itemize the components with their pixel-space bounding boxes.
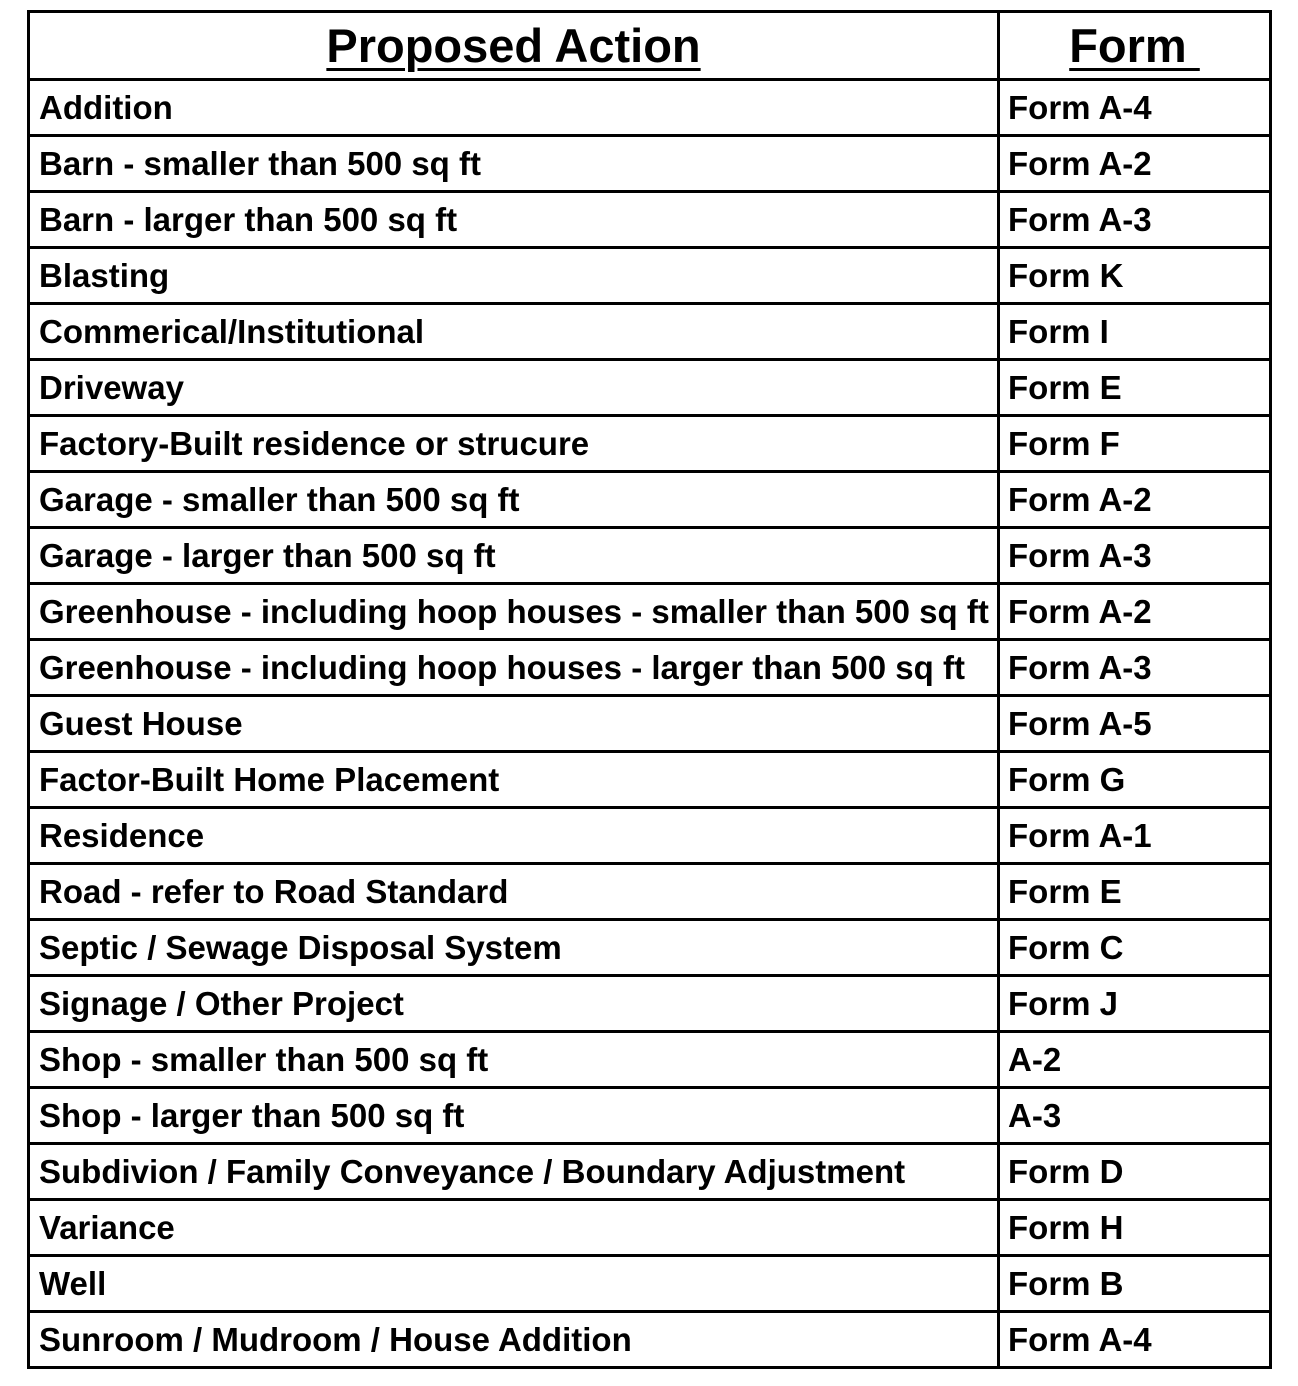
form-cell: Form I <box>999 304 1271 360</box>
table-row <box>29 416 1271 472</box>
proposed-action-cell: Greenhouse - including hoop houses - smaller than 500 sq ft <box>29 584 999 640</box>
form-cell: Form A-4 <box>999 80 1271 136</box>
proposed-action-cell: Shop - smaller than 500 sq ft <box>29 1032 999 1088</box>
form-cell: Form A-2 <box>999 136 1271 192</box>
form-cell: Form E <box>999 864 1271 920</box>
table-row <box>29 360 1271 416</box>
table-row <box>29 1144 1271 1200</box>
form-cell: Form J <box>999 976 1271 1032</box>
table-row <box>29 640 1271 696</box>
proposed-action-cell: Road - refer to Road Standard <box>29 864 999 920</box>
form-cell: Form A-4 <box>999 1312 1271 1368</box>
table-row <box>29 528 1271 584</box>
proposed-action-cell: Subdivion / Family Conveyance / Boundary Adjustment <box>29 1144 999 1200</box>
proposed-action-cell: Factor-Built Home Placement <box>29 752 999 808</box>
proposed-action-cell: Sunroom / Mudroom / House Addition <box>29 1312 999 1368</box>
form-cell: Form A-2 <box>999 584 1271 640</box>
form-cell: Form H <box>999 1200 1271 1256</box>
proposed-action-cell: Commerical/Institutional <box>29 304 999 360</box>
table-row <box>29 752 1271 808</box>
header-proposed-action <box>29 12 999 80</box>
proposed-action-cell: Garage - larger than 500 sq ft <box>29 528 999 584</box>
proposed-action-cell: Signage / Other Project <box>29 976 999 1032</box>
table-body <box>29 80 1271 1368</box>
proposed-action-cell: Variance <box>29 1200 999 1256</box>
form-cell: Form A-3 <box>999 192 1271 248</box>
proposed-action-cell: Garage - smaller than 500 sq ft <box>29 472 999 528</box>
header-form <box>999 12 1271 80</box>
form-cell: Form A-3 <box>999 640 1271 696</box>
form-cell: Form K <box>999 248 1271 304</box>
form-cell: Form A-1 <box>999 808 1271 864</box>
form-cell: A-3 <box>999 1088 1271 1144</box>
table-row <box>29 472 1271 528</box>
form-cell: Form E <box>999 360 1271 416</box>
form-cell: Form B <box>999 1256 1271 1312</box>
header-proposed-action-label: Proposed Action <box>326 19 701 72</box>
table-row <box>29 304 1271 360</box>
proposed-action-cell: Well <box>29 1256 999 1312</box>
table-row <box>29 192 1271 248</box>
proposed-action-cell: Factory-Built residence or strucure <box>29 416 999 472</box>
table-row <box>29 1032 1271 1088</box>
proposed-action-cell: Barn - larger than 500 sq ft <box>29 192 999 248</box>
table-row <box>29 808 1271 864</box>
table-row <box>29 696 1271 752</box>
form-cell: Form A-5 <box>999 696 1271 752</box>
proposed-action-cell: Guest House <box>29 696 999 752</box>
proposed-action-cell: Greenhouse - including hoop houses - larger than 500 sq ft <box>29 640 999 696</box>
form-cell: Form A-3 <box>999 528 1271 584</box>
table-row <box>29 248 1271 304</box>
form-cell: Form F <box>999 416 1271 472</box>
table-row <box>29 1088 1271 1144</box>
form-cell: Form D <box>999 1144 1271 1200</box>
form-cell: Form A-2 <box>999 472 1271 528</box>
table-row <box>29 920 1271 976</box>
table-header-row <box>29 12 1271 80</box>
proposed-action-cell: Blasting <box>29 248 999 304</box>
table-row <box>29 864 1271 920</box>
proposed-action-cell: Barn - smaller than 500 sq ft <box>29 136 999 192</box>
form-cell: A-2 <box>999 1032 1271 1088</box>
form-cell: Form C <box>999 920 1271 976</box>
proposed-action-cell: Addition <box>29 80 999 136</box>
table-row <box>29 1200 1271 1256</box>
header-form-label: Form <box>1069 19 1200 72</box>
proposed-action-form-table <box>27 10 1272 1369</box>
table-row <box>29 136 1271 192</box>
proposed-action-cell: Shop - larger than 500 sq ft <box>29 1088 999 1144</box>
form-cell: Form G <box>999 752 1271 808</box>
table-row <box>29 1312 1271 1368</box>
table-row <box>29 80 1271 136</box>
table-row <box>29 584 1271 640</box>
proposed-action-cell: Driveway <box>29 360 999 416</box>
proposed-action-cell: Residence <box>29 808 999 864</box>
table-row <box>29 976 1271 1032</box>
table-row <box>29 1256 1271 1312</box>
proposed-action-cell: Septic / Sewage Disposal System <box>29 920 999 976</box>
